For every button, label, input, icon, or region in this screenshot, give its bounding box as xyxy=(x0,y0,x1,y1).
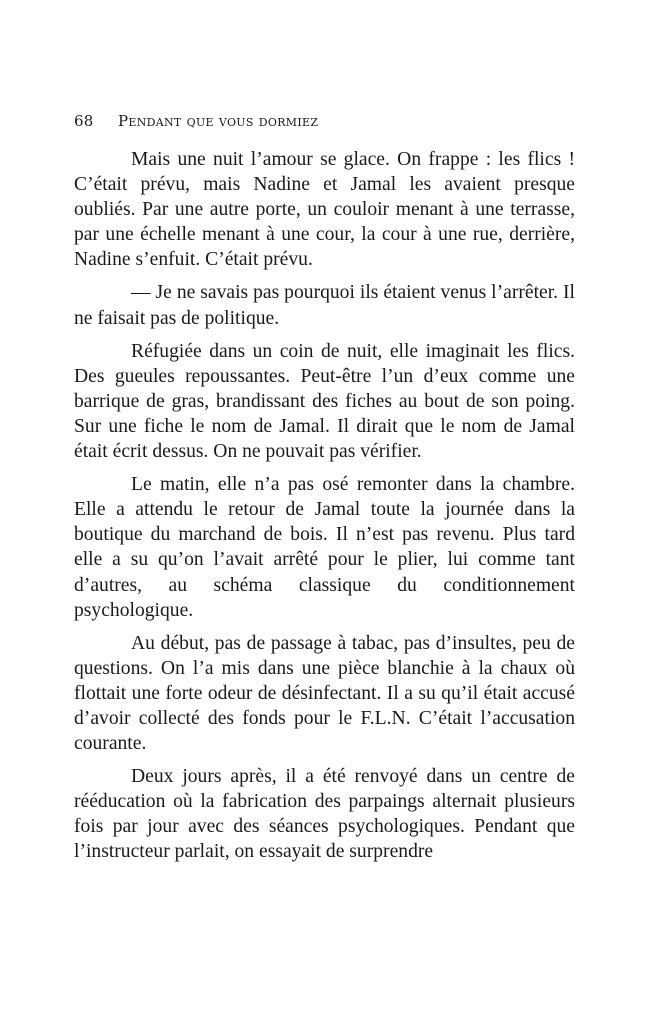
running-head xyxy=(74,111,318,131)
book-title: Pendant que vous dormiez xyxy=(118,112,319,130)
page-number: 68 xyxy=(74,112,94,130)
paragraph-1: Mais une nuit l’amour se glace. On frappe : les flics ! C’était prévu, mais Nadine et Jamal les avaient presque oubliés. Par une autre porte, un couloir menant à une terrasse, par une échelle menant à une cour, la cour à une rue, derrière, Nadine s’enfuit. C’était prévu. xyxy=(74,149,575,271)
paragraph-3: Réfugiée dans un coin de nuit, elle imaginait les flics. Des gueules repoussantes. Peut-être l’un d’eux comme une barrique de gras, brandissant des fiches au bout de son poing. Sur une fiche le nom de Jamal. Il dirait que le nom de Jamal était écrit dessus. On ne pouvait pas vérifier. xyxy=(74,340,575,463)
paragraph-4: Le matin, elle n’a pas osé remonter dans la chambre. Elle a attendu le retour de Jamal toute la journée dans la boutique du marchand de bois. Il n’est pas revenu. Plus tard elle a su qu’on l’avait arrêté pour le plier, lui comme tant d’autres, au schéma classique du conditionnement psychologique. xyxy=(74,474,575,621)
paragraph-2: — Je ne savais pas pourquoi ils étaient venus l’arrêter. Il ne faisait pas de politique. xyxy=(74,282,575,329)
paragraph-6: Deux jours après, il a été renvoyé dans un centre de rééducation où la fabrication des parpaings alternait plusieurs fois par jour avec des séances psychologiques. Pendant que l’instructeur parlait, on essayait de surprendre xyxy=(74,766,575,863)
body-text xyxy=(74,147,575,873)
paragraph-5: Au début, pas de passage à tabac, pas d’insultes, peu de questions. On l’a mis dans une pièce blanchie à la chaux où flottait une forte odeur de désinfectant. Il a su qu’il était accusé d’avoir collecté des fonds pour le F.L.N. C’était l’accusation courante. xyxy=(74,632,575,755)
